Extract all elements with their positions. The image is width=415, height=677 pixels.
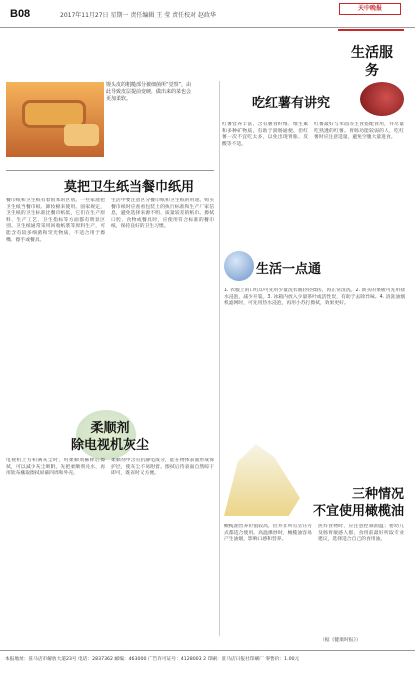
tips-sphere-icon (224, 251, 254, 281)
sweet-potato-photo (360, 82, 404, 116)
article-divider (6, 170, 214, 171)
article-text-tissue-col1: 餐巾纸和卫生纸有着很本的区别。一些家庭把卫生纸当餐巾纸、卸妆棉来使用。国家规定，卫生纸的卫生标准比餐巾纸低，它们在生产原料、生产工艺、卫生指标等方面都有明显区别。卫生纸通常采用回收纸浆等原料生产，可能含有较多细菌和荧光物质，不适合用于擦嘴、擦手或餐具。 (6, 198, 105, 243)
article-text-olive-oil-col2: 煎炸食物时，应注意控制油温；婴幼儿及肠胃敏感人群，食用前最好听取专业建议，选择适合自己的食用油。 (318, 524, 404, 543)
bread-roll-icon (64, 124, 99, 146)
article-text-softener-col1: 电视机上方积满灰尘时，用柔顺剂稀释后擦拭，可以减少灰尘吸附。先把柔顺剂兑水，再用软布蘸取擦拭屏幕四周和外壳。 (6, 458, 105, 477)
newspaper-footer: 本报地址：驻马店市解放大道23号 电话：2837362 邮编：463000 广告许可证号：4128003 2 印刷：驻马店日报社印刷厂 零售价：1.00元 (0, 650, 415, 668)
article-text-sweet-potato-col2: 红薯最好与米面等主食搭配食用，并尽量吃熟透的红薯。胃肠功能较弱的人，吃红薯时应注意适量，避免空腹大量进食。 (314, 122, 404, 141)
article-source: （据《健康时报》） (320, 638, 361, 643)
article-title-tissue: 莫把卫生纸当餐巾纸用 (64, 180, 195, 195)
newspaper-logo: 天中晚报 (339, 3, 401, 15)
article-text-tissue-col2: 生活中要注意区分餐巾纸和卫生纸的用途。购买餐巾纸时应查看包装上的执行标准和生产厂家信息，避免选择来源不明、质量较差的纸巾。擦拭口腔、食物或餐具时，应使用符合标准的餐巾纸，保持良好的卫生习惯。 (111, 198, 214, 230)
page-header (0, 0, 415, 28)
article-text-sweet-potato-col1: 红薯营养丰富，含有膳食纤维、维生素和多种矿物质，有助于润肠通便。但红薯一次不宜吃太多，以免出现胃胀、反酸等不适。 (222, 122, 308, 147)
article-title-life-tips: 生活一点通 (256, 262, 322, 277)
article-title-olive-oil: 三种情况 不宜使用橄榄油 (312, 487, 404, 519)
column-divider (219, 81, 220, 636)
article-title-sweet-potato: 吃红薯有讲究 (251, 96, 330, 111)
article-text-life-tips: 1. 衣服上的口红印可先用少量洗衣液轻轻揉搓，再正常清洗。2. 新买的菜板可先用盐水浸泡，减少开裂。3. 冰箱内放入少量茶叶或活性炭，有助于去除异味。4. 清洗油烟机滤网时，可先用热水浸泡，再用小苏打擦拭，效果更好。 (224, 288, 405, 307)
bread-photo (6, 82, 104, 157)
photo-caption: 馒头皮的粗糙部分被细菌所“觉察”，由此导致皮层提前变硬，做出来的菜也会更加柔软。 (106, 82, 192, 102)
article-text-softener-col2: 柔顺剂中含有抗静电成分，能在物体表面形成保护层，使灰尘不易附着。擦拭后待表面自然晾干即可，既省时又方便。 (111, 458, 214, 477)
issue-meta: 2017年11月27日 星期一 责任编辑 王 莹 责任校对 赵政华 (60, 12, 216, 19)
section-title: 生活服务 (351, 45, 393, 79)
article-title-softener: 柔顺剂 除电视机灰尘 (70, 421, 149, 453)
article-text-olive-oil-col1: 橄榄油营养价值较高，但并非所有烹饪方式都适合使用。高温爆炒时，橄榄油容易产生油烟，影响口感和营养。 (224, 524, 312, 543)
section-rule (338, 29, 404, 31)
page-number: B08 (10, 8, 31, 20)
